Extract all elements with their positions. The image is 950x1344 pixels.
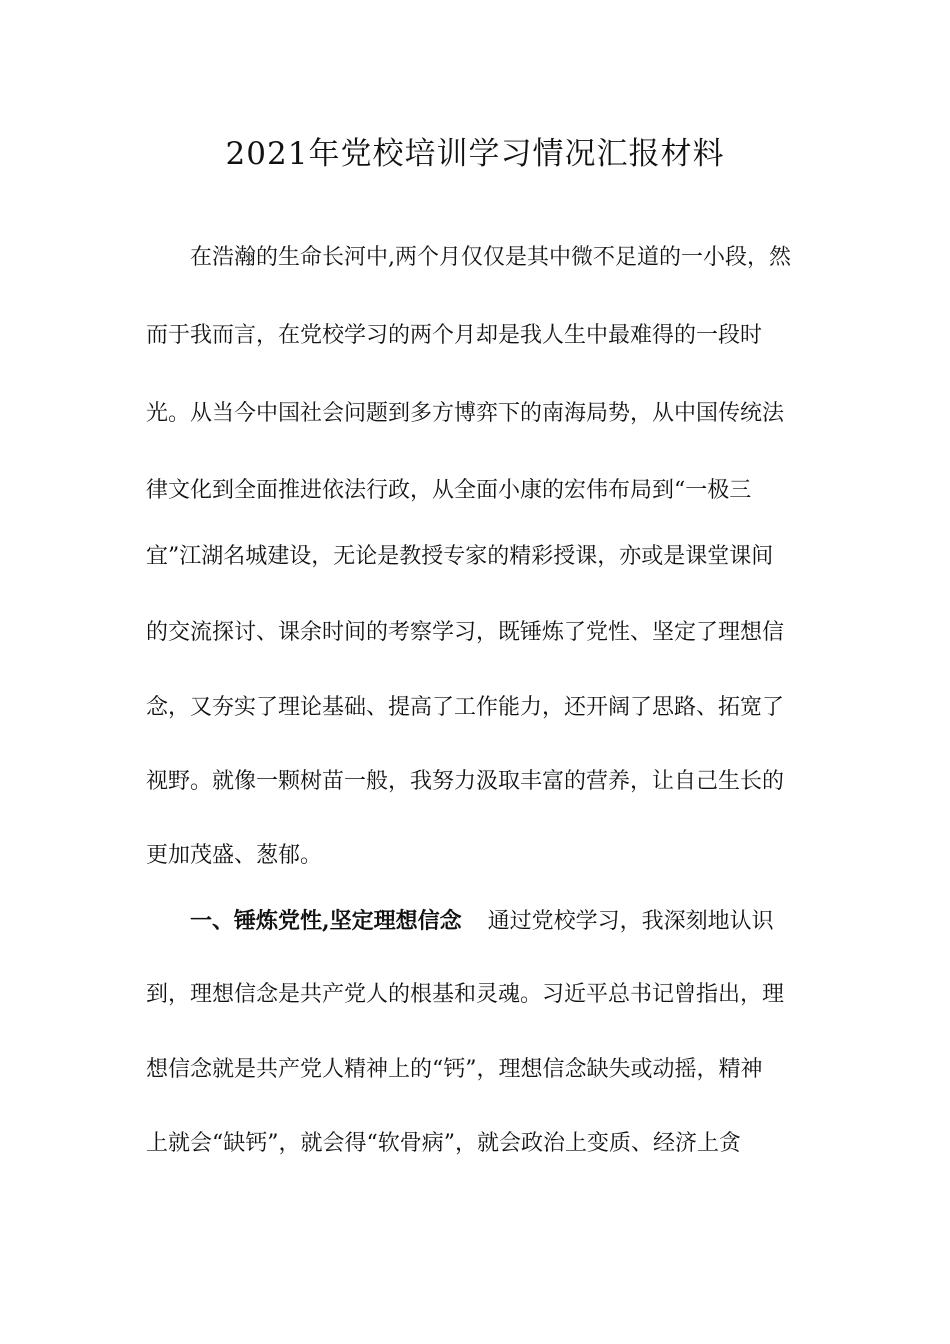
paragraph-line: 视野。就像一颗树苗一般，我努力汲取丰富的营养，让自己生长的	[146, 769, 785, 794]
section-heading: 一、锤炼党性,坚定理想信念	[190, 908, 462, 934]
paragraph-line: 宜”江湖名城建设，无论是教授专家的精彩授课，亦或是课堂课间	[146, 544, 774, 569]
section-first-line	[190, 903, 806, 940]
paragraph-line: 上就会“缺钙”，就会得“软骨病”，就会政治上变质、经济上贪	[146, 1131, 741, 1156]
paragraph-line: 念，又夯实了理论基础、提高了工作能力，还开阔了思路、拓宽了	[146, 695, 785, 720]
document-title: 2021年党校培训学习情况汇报材料	[225, 136, 725, 172]
paragraph-line: 想信念就是共产党人精神上的“钙”，理想信念缺失或动摇，精神	[146, 1057, 763, 1082]
paragraph-line: 律文化到全面推进依法行政，从全面小康的宏伟布局到“一极三	[146, 478, 752, 503]
paragraph-line: 在浩瀚的生命长河中,两个月仅仅是其中微不足道的一小段，然	[190, 245, 791, 270]
paragraph-line: 光。从当今中国社会问题到多方博弈下的南海局势，从中国传统法	[146, 401, 785, 426]
paragraph-line: 的交流探讨、课余时间的考察学习，既锤炼了党性、坚定了理想信	[146, 620, 785, 645]
paragraph-line: 而于我而言，在党校学习的两个月却是我人生中最难得的一段时	[146, 323, 763, 348]
paragraph-line: 更加茂盛、葱郁。	[146, 843, 323, 868]
section-first-text: 通过党校学习，我深刻地认识	[487, 909, 774, 934]
paragraph-line: 到，理想信念是共产党人的根基和灵魂。习近平总书记曾指出，理	[146, 982, 785, 1007]
